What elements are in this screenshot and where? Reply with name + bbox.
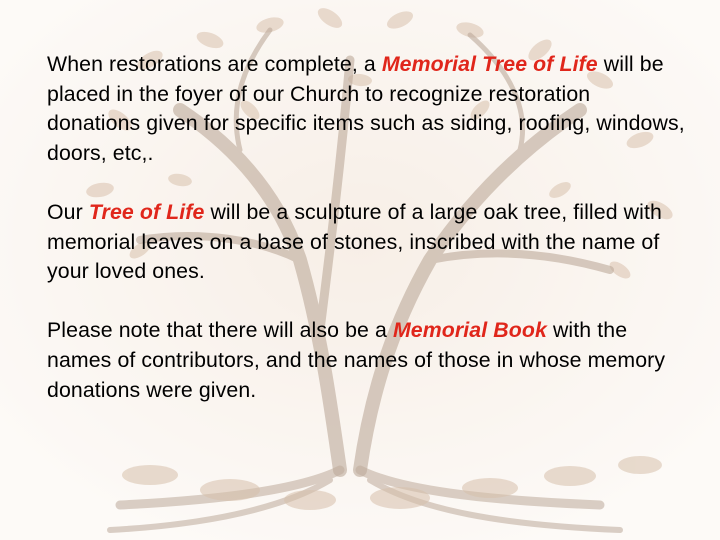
paragraph-text: Our xyxy=(47,199,89,224)
paragraph-text: will be a sculpture of a large oak tree, filled with memorial leaves on a base of stones, inscribed with the name of your loved ones. xyxy=(47,199,662,284)
paragraph-text: When restorations are complete, a xyxy=(47,52,382,76)
text-content xyxy=(47,50,687,435)
highlight-tree-of-life: Tree of Life xyxy=(88,199,205,224)
paragraph-tree-of-life xyxy=(47,198,687,287)
highlight-memorial-book: Memorial Book xyxy=(392,318,547,343)
paragraph-text: will be placed in the foyer of our Church to recognize restoration donations given for specific items such as siding, roofing, windows, doors, etc,. xyxy=(47,52,685,165)
paragraph-text: Please note that there will also be a xyxy=(47,318,393,343)
paragraph-memorial-book xyxy=(47,316,687,405)
highlight-memorial-tree-of-life: Memorial Tree of Life xyxy=(381,52,598,76)
paragraph-memorial-tree xyxy=(47,50,687,168)
paragraph-text: with the names of contributors, and the names of those in whose memory donations were given. xyxy=(47,318,666,402)
